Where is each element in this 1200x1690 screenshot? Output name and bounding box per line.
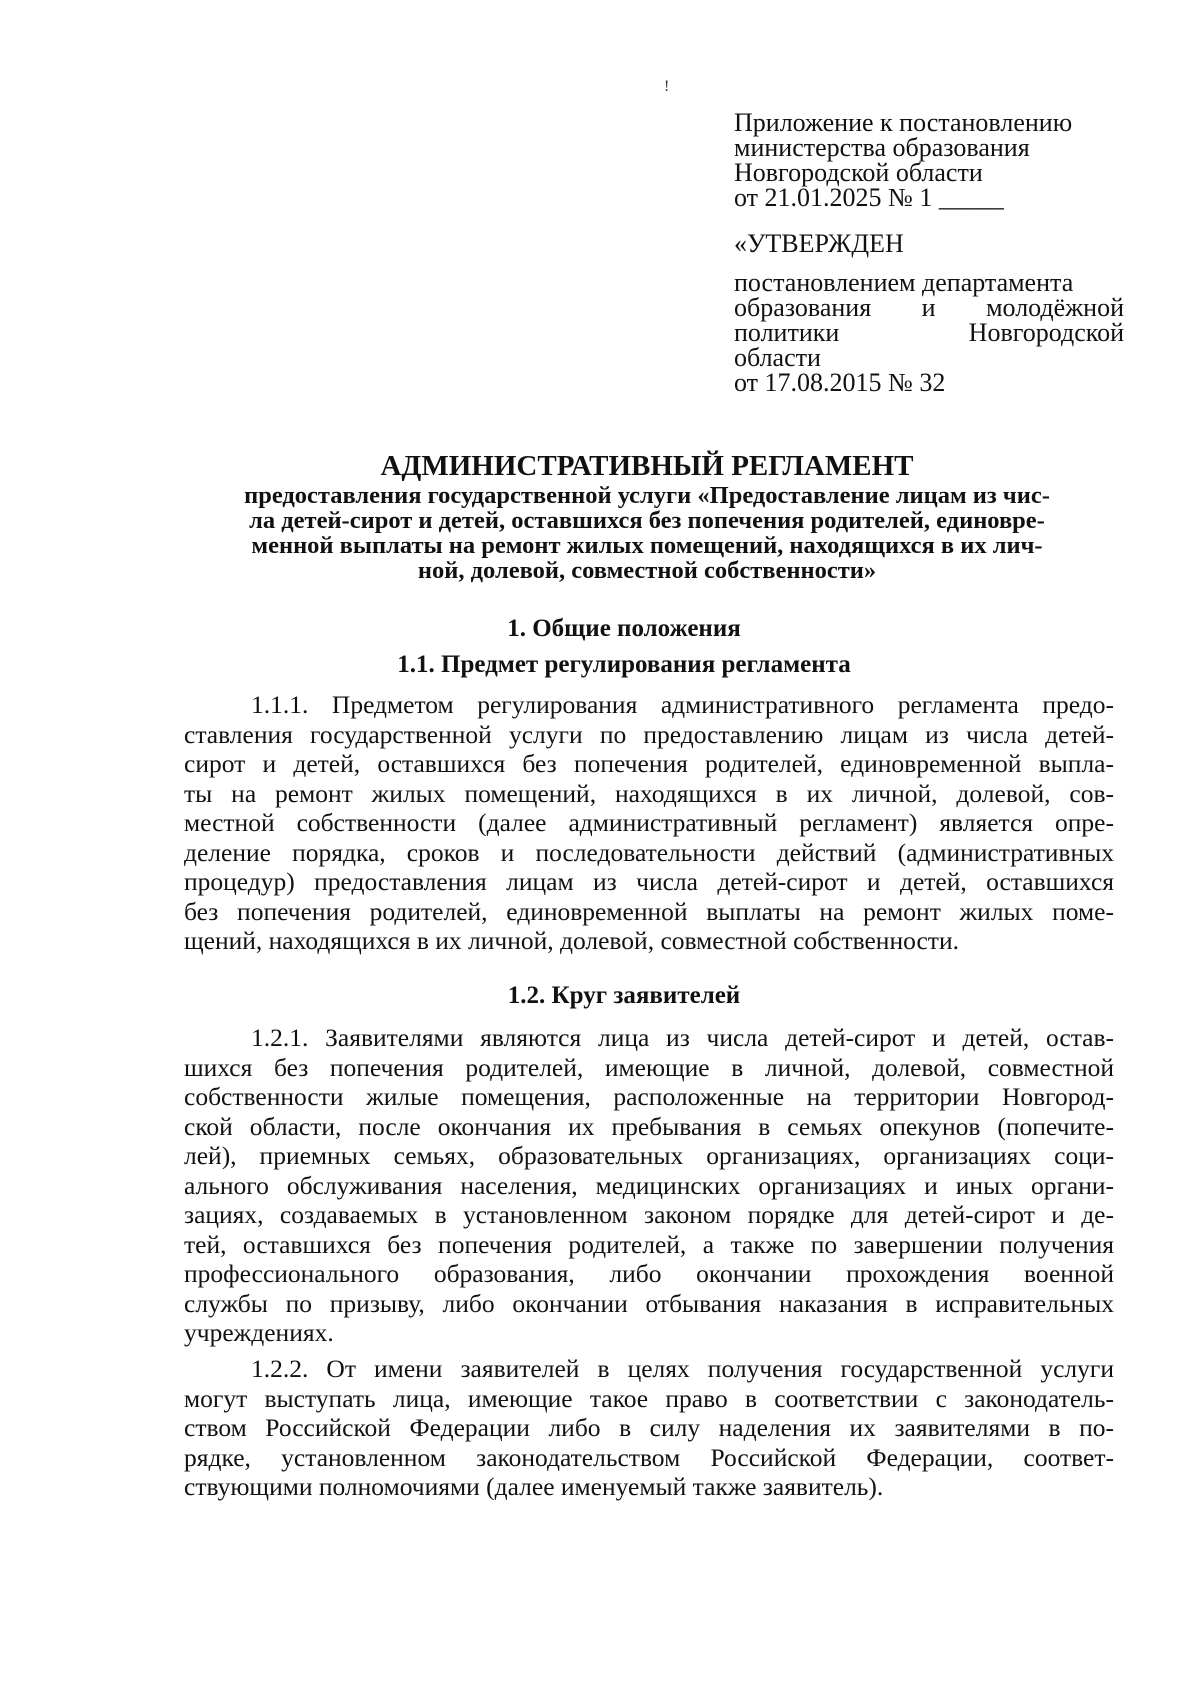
- section-heading-1-1: 1.1. Предмет регулирования регламента: [397, 651, 851, 678]
- appendix-line: от 21.01.2025 № 1 _____: [734, 183, 1004, 212]
- approval-line: образования и молодёжной: [734, 293, 1124, 322]
- paragraph-line: лей), приемных семьях, образовательных организациях, организациях соци-: [184, 1141, 1114, 1170]
- paragraph-line: ской области, после окончания их пребывания в семьях опекунов (попечите-: [184, 1111, 1114, 1141]
- paragraph-line: зациях, создаваемых в установленном законом порядке для детей-сирот и де-: [184, 1200, 1114, 1229]
- paragraph-line: ствующими полномочиями (далее именуемый также заявитель).: [184, 1472, 884, 1501]
- title-sub-line: менной выплаты на ремонт жилых помещений, находящихся в их лич-: [251, 532, 1043, 559]
- paragraph-line: учреждениях.: [184, 1318, 334, 1347]
- appendix-line: министерства образования: [734, 133, 1030, 162]
- paragraph-1-2-2: [184, 1354, 1114, 1502]
- paragraph-line: тей, оставшихся без попечения родителей, а также по завершении получения: [184, 1229, 1114, 1259]
- paragraph-line: без попечения родителей, единовременной выплаты на ремонт жилых поме-: [184, 896, 1114, 926]
- section-heading-1-2: 1.2. Круг заявителей: [507, 982, 741, 1009]
- paragraph-line: ты на ремонт жилых помещений, находящихся в их личной, долевой, сов-: [184, 778, 1114, 808]
- title-sub-line: ла детей-сирот и детей, оставшихся без попечения родителей, единовре-: [249, 507, 1045, 534]
- title-sub-line: предоставления государственной услуги «Предоставление лицам из чис-: [244, 482, 1050, 509]
- paragraph-line: процедур) предоставления лицам из числа детей-сирот и детей, оставшихся: [184, 867, 1114, 896]
- paragraph-line: собственности жилые помещения, расположенные на территории Новгород-: [184, 1082, 1114, 1111]
- section-heading-1: 1. Общие положения: [507, 615, 741, 642]
- paragraph-line: профессионального образования, либо окончании прохождения военной: [184, 1259, 1114, 1288]
- paragraph-line: ством Российской Федерации либо в силу наделения их заявителями в по-: [184, 1413, 1114, 1442]
- paragraph-line: 1.2.1. Заявителями являются лица из числа детей-сирот и детей, остав-: [251, 1023, 1114, 1052]
- paragraph-line: ставления государственной услуги по предоставлению лицам из числа детей-: [184, 719, 1114, 749]
- paragraph-line: шихся без попечения родителей, имеющие в личной, долевой, совместной: [184, 1052, 1114, 1082]
- paragraph-line: 1.2.2. От имени заявителей в целях получения государственной услуги: [251, 1354, 1114, 1383]
- title-main: АДМИНИСТРАТИВНЫЙ РЕГЛАМЕНТ: [380, 450, 914, 482]
- paragraph-1-1-1: [184, 690, 1114, 956]
- paragraph-line: 1.1.1. Предметом регулирования административного регламента предо-: [251, 690, 1114, 719]
- appendix-header: [734, 110, 1114, 210]
- approval-heading: «УТВЕРЖДЕН: [734, 229, 904, 258]
- appendix-line: Новгородской области: [734, 158, 983, 187]
- document-title: [180, 450, 1114, 583]
- paragraph-line: службы по призыву, либо окончании отбывания наказания в исправительных: [184, 1288, 1114, 1318]
- paragraph-line: щений, находящихся в их личной, долевой, совместной собственности.: [184, 926, 959, 955]
- title-sub-line: ной, долевой, совместной собственности»: [417, 557, 877, 584]
- approval-line: политики Новгородской: [734, 318, 1124, 347]
- approval-line: постановлением департамента: [734, 268, 1074, 297]
- paragraph-line: деление порядка, сроков и последовательности действий (административных: [184, 837, 1114, 867]
- approval-line: области: [734, 343, 821, 372]
- paragraph-line: ального обслуживания населения, медицинских организациях и иных органи-: [184, 1170, 1114, 1200]
- paragraph-1-2-1: [184, 1023, 1114, 1348]
- paragraph-line: сирот и детей, оставшихся без попечения родителей, единовременной выпла-: [184, 749, 1114, 778]
- paragraph-line: рядке, установленном законодательством Российской Федерации, соответ-: [184, 1442, 1114, 1472]
- appendix-line: Приложение к постановлению: [734, 108, 1073, 137]
- scan-mark: !: [664, 78, 670, 95]
- paragraph-line: местной собственности (далее административный регламент) является опре-: [184, 808, 1114, 837]
- approval-details: [734, 270, 1124, 395]
- paragraph-line: могут выступать лица, имеющие такое право в соответствии с законодатель-: [184, 1383, 1114, 1413]
- approval-line: от 17.08.2015 № 32: [734, 368, 946, 397]
